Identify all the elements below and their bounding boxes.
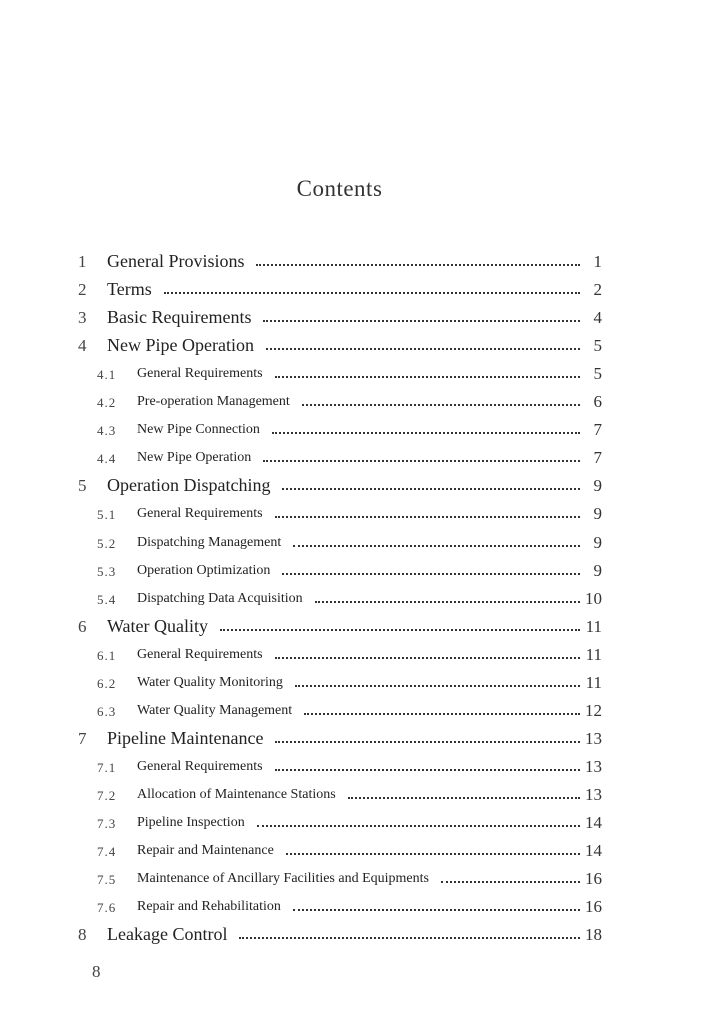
entry-title: New Pipe Operation <box>107 335 254 355</box>
toc-section-entry[interactable] <box>0 502 707 530</box>
dot-leader <box>220 629 580 631</box>
toc-section-entry[interactable] <box>0 867 707 895</box>
dot-leader <box>275 657 580 659</box>
entry-title: Pre-operation Management <box>137 394 290 409</box>
toc-section-entry[interactable] <box>0 811 707 839</box>
entry-page-number: 14 <box>585 841 602 860</box>
entry-page-number: 10 <box>585 589 602 608</box>
entry-title: General Requirements <box>137 647 263 662</box>
entry-page-number: 12 <box>585 701 602 720</box>
entry-title: Maintenance of Ancillary Facilities and Equipments <box>137 871 429 886</box>
page-number: 8 <box>92 962 101 981</box>
dot-leader <box>304 713 580 715</box>
entry-title: General Requirements <box>137 506 263 521</box>
dot-leader <box>295 685 580 687</box>
dot-leader <box>275 376 580 378</box>
dot-leader <box>315 601 580 603</box>
entry-number: 7.4 <box>97 844 117 859</box>
entry-number: 5.1 <box>97 507 117 522</box>
entry-number: 4.3 <box>97 423 117 438</box>
entry-page-number: 9 <box>593 504 602 523</box>
entry-number: 7 <box>78 729 87 748</box>
dot-leader <box>263 320 580 322</box>
entry-page-number: 13 <box>585 785 602 804</box>
entry-page-number: 9 <box>593 476 602 495</box>
toc-section-entry[interactable] <box>0 783 707 811</box>
toc-section-entry[interactable] <box>0 362 707 390</box>
entry-title: Allocation of Maintenance Stations <box>137 787 336 802</box>
toc-chapter-entry[interactable] <box>0 474 707 502</box>
entry-page-number: 11 <box>585 617 602 636</box>
entry-number: 3 <box>78 308 87 327</box>
entry-number: 4.2 <box>97 395 117 410</box>
toc-chapter-entry[interactable] <box>0 334 707 362</box>
toc-section-entry[interactable] <box>0 699 707 727</box>
dot-leader <box>263 460 580 462</box>
entry-title: Pipeline Maintenance <box>107 728 264 748</box>
toc-chapter-entry[interactable] <box>0 306 707 334</box>
entry-page-number: 1 <box>593 252 602 271</box>
entry-number: 4 <box>78 336 87 355</box>
dot-leader <box>441 881 580 883</box>
toc-section-entry[interactable] <box>0 559 707 587</box>
entry-number: 6.3 <box>97 704 117 719</box>
toc-section-entry[interactable] <box>0 895 707 923</box>
entry-page-number: 5 <box>593 336 602 355</box>
entry-title: Dispatching Data Acquisition <box>137 591 303 606</box>
dot-leader <box>275 516 580 518</box>
entry-page-number: 2 <box>593 280 602 299</box>
entry-page-number: 6 <box>593 392 602 411</box>
entry-number: 7.2 <box>97 788 117 803</box>
entry-number: 6.1 <box>97 648 117 663</box>
dot-leader <box>275 741 580 743</box>
entry-title: Dispatching Management <box>137 535 282 550</box>
entry-number: 7.5 <box>97 872 117 887</box>
dot-leader <box>272 432 580 434</box>
entry-page-number: 4 <box>593 308 602 327</box>
toc-chapter-entry[interactable] <box>0 923 707 951</box>
entry-page-number: 7 <box>593 420 602 439</box>
dot-leader <box>348 797 580 799</box>
dot-leader <box>293 909 580 911</box>
entry-number: 7.6 <box>97 900 117 915</box>
entry-page-number: 7 <box>593 448 602 467</box>
dot-leader <box>256 264 580 266</box>
toc-chapter-entry[interactable] <box>0 727 707 755</box>
entry-number: 1 <box>78 252 87 271</box>
entry-number: 5.3 <box>97 564 117 579</box>
entry-title: Operation Optimization <box>137 563 271 578</box>
toc-section-entry[interactable] <box>0 418 707 446</box>
entry-page-number: 13 <box>585 757 602 776</box>
toc-section-entry[interactable] <box>0 671 707 699</box>
entry-number: 2 <box>78 280 87 299</box>
dot-leader <box>275 769 580 771</box>
dot-leader <box>282 573 580 575</box>
dot-leader <box>266 348 580 350</box>
entry-title: General Requirements <box>137 759 263 774</box>
dot-leader <box>164 292 580 294</box>
entry-number: 4.1 <box>97 367 117 382</box>
entry-page-number: 14 <box>585 813 602 832</box>
toc-section-entry[interactable] <box>0 446 707 474</box>
entry-title: Operation Dispatching <box>107 475 271 495</box>
entry-page-number: 11 <box>585 673 602 692</box>
page-title: Contents <box>296 176 383 201</box>
entry-title: Leakage Control <box>107 924 228 944</box>
entry-page-number: 18 <box>585 925 602 944</box>
toc-section-entry[interactable] <box>0 531 707 559</box>
entry-title: Repair and Maintenance <box>137 843 274 858</box>
entry-page-number: 5 <box>593 364 602 383</box>
entry-page-number: 13 <box>585 729 602 748</box>
toc-chapter-entry[interactable] <box>0 250 707 278</box>
entry-number: 6 <box>78 617 87 636</box>
entry-title: Repair and Rehabilitation <box>137 899 281 914</box>
toc-chapter-entry[interactable] <box>0 278 707 306</box>
entry-page-number: 16 <box>585 897 602 916</box>
entry-page-number: 9 <box>593 533 602 552</box>
entry-title: General Provisions <box>107 251 245 271</box>
dot-leader <box>239 937 580 939</box>
entry-title: Terms <box>107 279 152 299</box>
toc-section-entry[interactable] <box>0 839 707 867</box>
entry-page-number: 11 <box>585 645 602 664</box>
entry-number: 8 <box>78 925 87 944</box>
toc-section-entry[interactable] <box>0 390 707 418</box>
entry-number: 4.4 <box>97 451 117 466</box>
dot-leader <box>302 404 580 406</box>
entry-title: Water Quality Monitoring <box>137 675 283 690</box>
toc-chapter-entry[interactable] <box>0 615 707 643</box>
entry-title: Water Quality Management <box>137 703 293 718</box>
entry-title: General Requirements <box>137 366 263 381</box>
entry-title: Water Quality <box>107 616 209 636</box>
entry-title: New Pipe Connection <box>137 422 260 437</box>
dot-leader <box>257 825 580 827</box>
entry-title: New Pipe Operation <box>137 450 252 465</box>
dot-leader <box>286 853 580 855</box>
entry-number: 5.2 <box>97 536 117 551</box>
entry-title: Pipeline Inspection <box>137 815 245 830</box>
entry-number: 5 <box>78 476 87 495</box>
entry-number: 7.3 <box>97 816 117 831</box>
entry-page-number: 9 <box>593 561 602 580</box>
toc-section-entry[interactable] <box>0 755 707 783</box>
entry-number: 7.1 <box>97 760 117 775</box>
toc-section-entry[interactable] <box>0 587 707 615</box>
entry-number: 5.4 <box>97 592 117 607</box>
dot-leader <box>282 488 580 490</box>
entry-number: 6.2 <box>97 676 117 691</box>
dot-leader <box>293 545 580 547</box>
entry-title: Basic Requirements <box>107 307 252 327</box>
entry-page-number: 16 <box>585 869 602 888</box>
toc-section-entry[interactable] <box>0 643 707 671</box>
